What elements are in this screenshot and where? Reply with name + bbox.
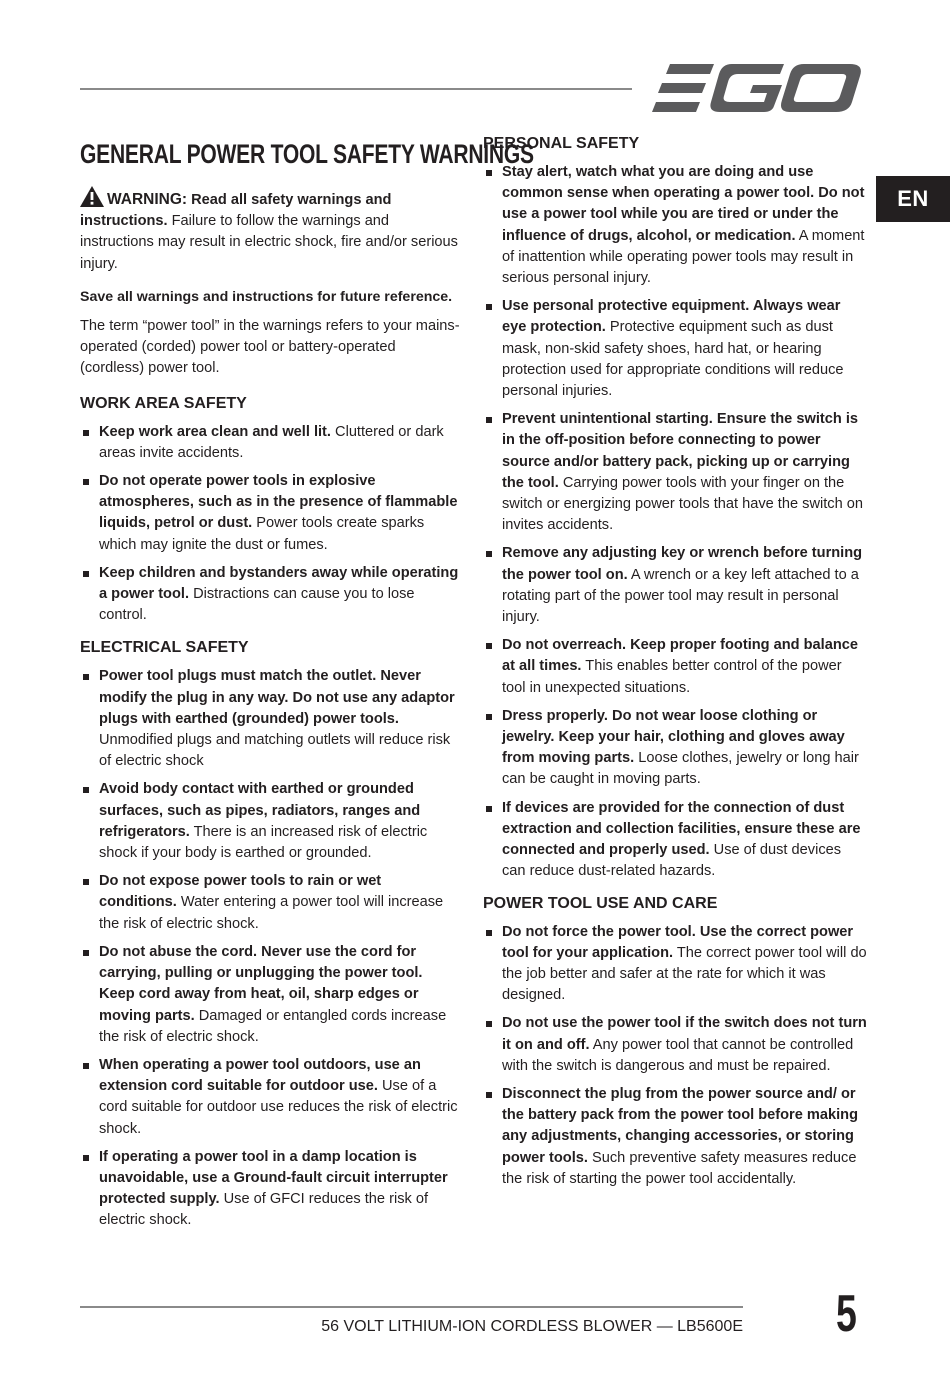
item-bold: Dress properly. Do not wear loose clothing or jewelry. Keep your hair, clothing and gloves away from moving parts.	[502, 707, 845, 767]
language-tab: EN	[876, 176, 950, 222]
item-bold: Remove any adjusting key or wrench before turning the power tool on.	[502, 545, 863, 583]
item-text: Use of GFCI reduces the risk of electric shock.	[99, 1191, 429, 1229]
item-text: Protective equipment such as dust mask, non-skid safety shoes, hard hat, or hearing protection used for appropriate conditions will reduce personal injuries.	[502, 319, 844, 400]
list-item	[80, 563, 460, 627]
list-item	[80, 779, 460, 864]
electrical-list	[80, 666, 460, 1231]
list-item	[80, 471, 460, 556]
right-column	[483, 132, 868, 1197]
item-text: Any power tool that cannot be controlled with the switch is dangerous and must be repaired.	[502, 1036, 854, 1074]
item-text: Damaged or entangled cords increase the risk of electric shock.	[99, 1007, 447, 1045]
header-rule	[80, 88, 632, 90]
ego-logo	[652, 64, 862, 112]
item-text: A wrench or a key left attached to a rotating part of the power tool may result in personal injury.	[502, 566, 859, 626]
list-item	[483, 543, 868, 628]
term-note: The term “power tool” in the warnings refers to your mains-operated (corded) power tool or battery-operated (cordless) power tool.	[80, 318, 460, 377]
item-text: Power tools create sparks which may ignite the dust or fumes.	[99, 515, 425, 553]
section-heading-electrical: ELECTRICAL SAFETY	[80, 639, 249, 657]
left-column	[80, 132, 534, 1239]
item-text: Use of a cord suitable for outdoor use reduces the risk of electric shock.	[99, 1078, 458, 1137]
item-bold: Do not expose power tools to rain or wet conditions.	[99, 873, 382, 911]
list-item	[483, 296, 868, 402]
save-note: Save all warnings and instructions for future reference.	[80, 288, 453, 305]
footer-product-title: 56 VOLT LITHIUM-ION CORDLESS BLOWER — LB5600E	[321, 1318, 743, 1335]
item-bold: Avoid body contact with earthed or grounded surfaces, such as pipes, radiators, ranges and refrigerators.	[99, 781, 421, 840]
list-item	[483, 1013, 868, 1077]
list-item	[483, 409, 868, 536]
item-bold: Prevent unintentional starting. Ensure the switch is in the off-position before connecting to power source and/or battery pack, picking up or carrying the tool.	[502, 411, 858, 491]
footer-rule	[80, 1306, 743, 1308]
item-bold: Do not use the power tool if the switch does not turn it on and off.	[502, 1015, 867, 1053]
item-bold: Do not abuse the cord. Never use the cord for carrying, pulling or unplugging the power tool. Keep cord away from heat, oil, sharp edges or moving parts.	[99, 943, 423, 1024]
item-text: Carrying power tools with your finger on the switch or energizing power tools that have the switch on invites accidents.	[502, 474, 863, 534]
personal-safety-list	[483, 162, 868, 883]
section-heading-work-area: WORK AREA SAFETY	[80, 394, 247, 412]
item-text: A moment of inattention while operating power tools may result in serious personal injury.	[502, 227, 865, 287]
list-item	[483, 798, 868, 883]
work-area-list	[80, 422, 460, 627]
section-heading-personal-safety: PERSONAL SAFETY	[483, 135, 640, 152]
item-bold: Keep work area clean and well lit.	[99, 423, 331, 440]
page-number: 5	[836, 1285, 857, 1343]
item-text: There is an increased risk of electric shock if your body is earthed or grounded.	[99, 823, 428, 862]
item-bold: Keep children and bystanders away while operating a power tool.	[99, 564, 459, 603]
list-item	[80, 942, 460, 1048]
list-item	[80, 1055, 460, 1140]
list-item	[483, 922, 868, 1007]
item-text: Water entering a power tool will increase the risk of electric shock.	[99, 894, 444, 932]
warning-text: Failure to follow the warnings and instructions may result in electric shock, fire and/or serious injury.	[80, 213, 458, 272]
item-bold: Disconnect the plug from the power source and/ or the battery pack from the power tool before making any adjustments, changing accessories, or storing power tools.	[502, 1085, 858, 1166]
list-item	[483, 706, 868, 791]
item-text: Unmodified plugs and matching outlets will reduce risk of electric shock	[99, 732, 451, 770]
item-bold: Do not force the power tool. Use the correct power tool for your application.	[502, 923, 854, 961]
warning-triangle-icon	[80, 186, 104, 207]
list-item	[483, 162, 868, 289]
item-bold: If devices are provided for the connection of dust extraction and collection facilities, ensure these are connected and properly used.	[502, 799, 861, 859]
section-heading-tool-use: POWER TOOL USE AND CARE	[483, 894, 718, 912]
tool-use-list	[483, 922, 868, 1190]
item-bold: Do not operate power tools in explosive atmospheres, such as in the presence of flammable liquids, petrol or dust.	[99, 473, 458, 532]
item-text: Loose clothes, jewelry or long hair can be caught in moving parts.	[502, 750, 859, 788]
list-item	[483, 1084, 868, 1190]
list-item	[483, 635, 868, 699]
item-bold: Use personal protective equipment. Always wear eye protection.	[502, 298, 841, 336]
item-text: The correct power tool will do the job better and safer at the rate for which it was designed.	[502, 944, 867, 1004]
item-bold: Stay alert, watch what you are doing and use common sense when operating a power tool. Do not use a power tool while you are tired or under the influence of drugs, alcohol, or medication.	[502, 164, 865, 244]
list-item	[80, 666, 460, 772]
item-text: This enables better control of the power tool in unexpected situations.	[502, 658, 842, 696]
list-item	[80, 1147, 460, 1232]
item-text: Use of dust devices can reduce dust-related hazards.	[502, 842, 842, 880]
item-bold: Do not overreach. Keep proper footing and balance at all times.	[502, 637, 858, 675]
item-text: Such preventive safety measures reduce the risk of starting the power tool accidentally.	[502, 1149, 857, 1187]
item-bold: Power tool plugs must match the outlet. Never modify the plug in any way. Do not use any adaptor plugs with earthed (grounded) power tools.	[99, 668, 455, 727]
list-item	[80, 871, 460, 935]
item-text: Distractions can cause you to lose control.	[99, 586, 415, 624]
page-title: GENERAL POWER TOOL SAFETY WARNINGS	[80, 139, 534, 169]
item-text: Cluttered or dark areas invite accidents.	[99, 423, 444, 461]
list-item	[80, 422, 460, 464]
item-bold: If operating a power tool in a damp location is unavoidable, use a Ground-fault circuit interrupter protected supply.	[99, 1148, 448, 1208]
item-bold: When operating a power tool outdoors, use an extension cord suitable for outdoor use.	[99, 1056, 421, 1095]
warning-paragraph	[80, 186, 460, 275]
warning-bold: Read all safety warnings and instructions.	[80, 192, 392, 230]
warning-label: WARNING:	[107, 191, 188, 208]
